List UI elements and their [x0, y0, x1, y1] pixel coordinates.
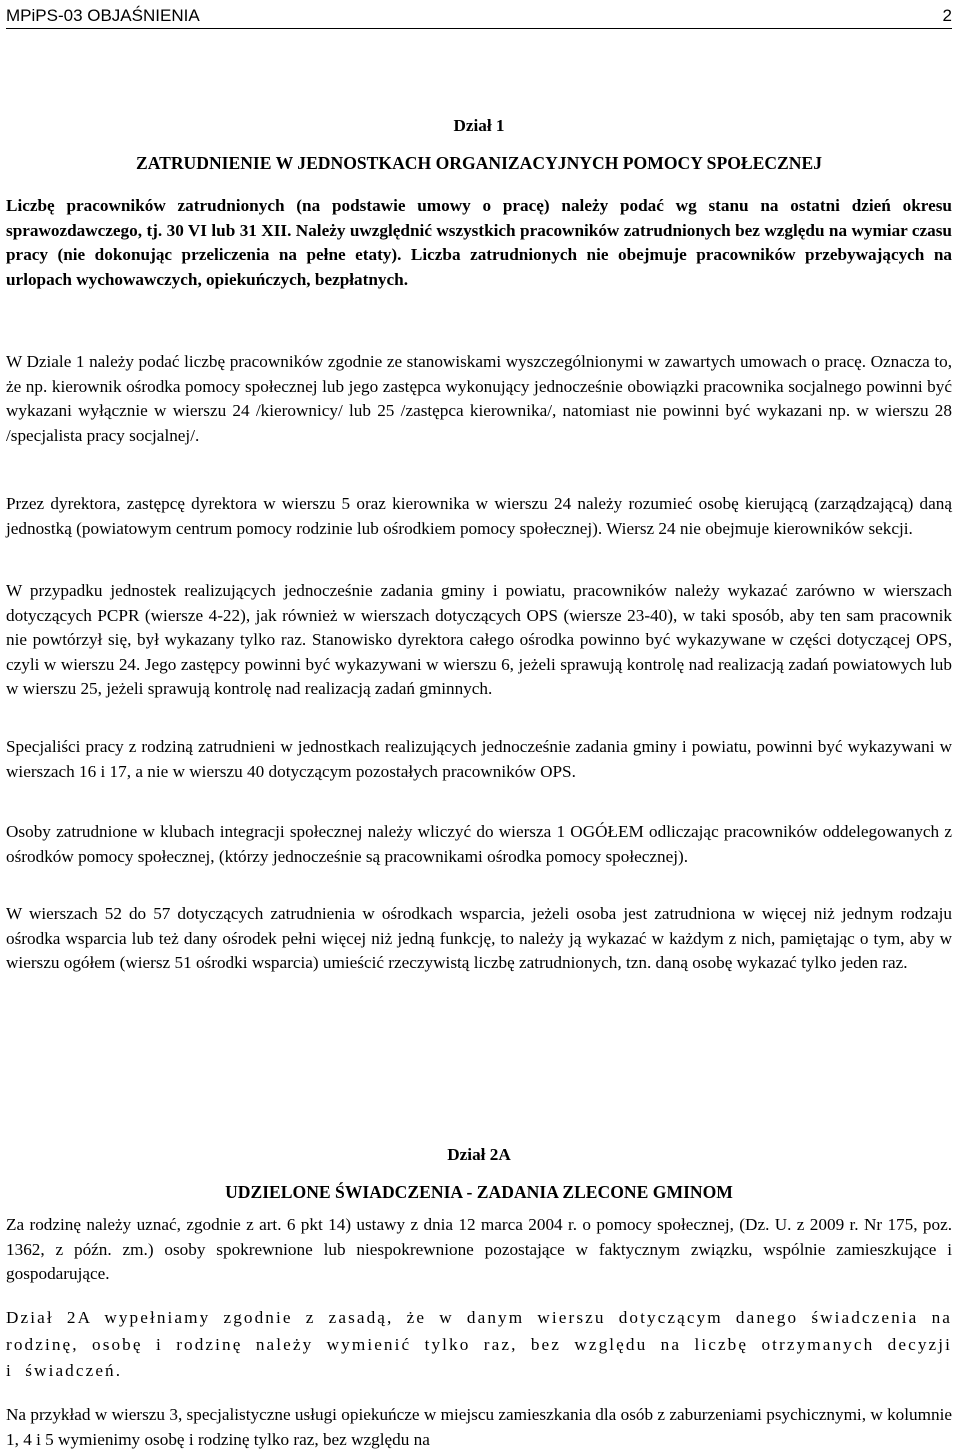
header-document-id: MPiPS-03 OBJAŚNIENIA [6, 6, 200, 25]
section-1-paragraph-3: Przez dyrektora, zastępcę dyrektora w wierszu 5 oraz kierownika w wierszu 24 należy rozumieć osobę kierującą (zarządzającą) daną jednostką (powiatowym centrum pomocy rodzinie lub ośrodkiem pomocy społecznej). Wiersz 24 nie obejmuje kierowników sekcji. [6, 494, 952, 538]
section-2a-title: Dział 2A [447, 1145, 511, 1164]
section-1-paragraph-4: W przypadku jednostek realizujących jednocześnie zadania gminy i powiatu, pracowników należy wykazać zarówno w wierszach dotyczących PCPR (wiersze 4-22), jak również w wierszach dotyczących OPS (wiersze 23-40), w taki sposób, aby ten sam pracownik nie powtórzył się, był wykazany tylko raz. Stanowisko dyrektora całego ośrodka powinno być wykazywane w części dotyczącej OPS, czyli w wierszu 24. Jego zastępcy powinni być wykazywani w wierszu 6, jeżeli sprawują kontrolę nad realizacją zadań powiatowych lub w wierszu 25, jeżeli sprawują kontrolę nad realizacją zadań gminnych. [6, 581, 952, 699]
section-2a-paragraph-3: Na przykład w wierszu 3, specjalistyczne usługi opiekuńcze w miejscu zamieszkania dla osób z zaburzeniami psychicznymi, w kolumnie 1, 4 i 5 wymienimy osobę i rodzinę tylko raz, bez względu na [6, 1405, 952, 1449]
section-1-paragraph-5: Specjaliści pracy z rodziną zatrudnieni w jednostkach realizujących jednocześnie zadania gminy i powiatu, powinni być wykazywani w wierszach 16 i 17, a nie w wierszu 40 dotyczącym pozostałych pracowników OPS. [6, 737, 952, 781]
section-2a-paragraph-1: Za rodzinę należy uznać, zgodnie z art. 6 pkt 14) ustawy z dnia 12 marca 2004 r. o pomocy społecznej, (Dz. U. z 2009 r. Nr 175, poz. 1362, z późn. zm.) osoby spokrewnione lub niespokrewnione pozostające w faktycznym związku, wspólnie zamieszkujące i gospodarujące. [6, 1215, 952, 1284]
section-1-paragraph-2: W Dziale 1 należy podać liczbę pracowników zgodnie ze stanowiskami wyszczególnionymi w zawartych umowach o pracę. Oznacza to, że np. kierownik ośrodka pomocy społecznej lub jego zastępca wykonujący jednocześnie obowiązki pracownika socjalnego powinni być wykazani wyłącznie w wierszu 24 /kierownicy/ lub 25 /zastępca kierownika/, natomiast nie powinni być wykazani np. w wierszu 28 /specjalista pracy socjalnej/. [6, 352, 952, 445]
section-2a-paragraph-2: Dział 2A wypełniamy zgodnie z zasadą, że w danym wierszu dotyczącym danego świadczenia na rodzinę, osobę i rodzinę należy wymienić tylko raz, bez względu na liczbę otrzymanych decyzji i świadczeń. [6, 1308, 952, 1380]
page-header [6, 4, 952, 29]
section-1-subtitle: ZATRUDNIENIE W JEDNOSTKACH ORGANIZACYJNYCH POMOCY SPOŁECZNEJ [135, 153, 823, 173]
section-1-title: Dział 1 [453, 116, 505, 135]
section-1-paragraph-1: Liczbę pracowników zatrudnionych (na podstawie umowy o pracę) należy podać wg stanu na ostatni dzień okresu sprawozdawczego, tj. 30 VI lub 31 XII. Należy uwzględnić wszystkich pracowników zatrudnionych bez względu na wymiar czasu pracy (nie dokonując przeliczenia na pełne etaty). Liczba zatrudnionych nie obejmuje pracowników przebywających na urlopach wychowawczych, opiekuńczych, bezpłatnych. [6, 196, 952, 289]
section-1-paragraph-6: Osoby zatrudnione w klubach integracji społecznej należy wliczyć do wiersza 1 OGÓŁEM odliczając pracowników oddelegowanych z ośrodków pomocy społecznej, (którzy jednocześnie są pracownikami ośrodka pomocy społecznej). [6, 822, 952, 866]
section-2a-subtitle: UDZIELONE ŚWIADCZENIA - ZADANIA ZLECONE GMINOM [225, 1182, 733, 1202]
page-number: 2 [942, 6, 952, 25]
section-1-paragraph-7: W wierszach 52 do 57 dotyczących zatrudnienia w ośrodkach wsparcia, jeżeli osoba jest zatrudniona w więcej niż jednym rodzaju ośrodka wsparcia lub też dany ośrodek pełni więcej niż jedną funkcję, to należy ją wykazać w każdym z nich, pamiętając o tym, aby w wierszu ogółem (wiersz 51 ośrodki wsparcia) umieścić rzeczywistą liczbę zatrudnionych, tzn. daną osobę wykazać tylko jeden raz. [6, 904, 952, 973]
